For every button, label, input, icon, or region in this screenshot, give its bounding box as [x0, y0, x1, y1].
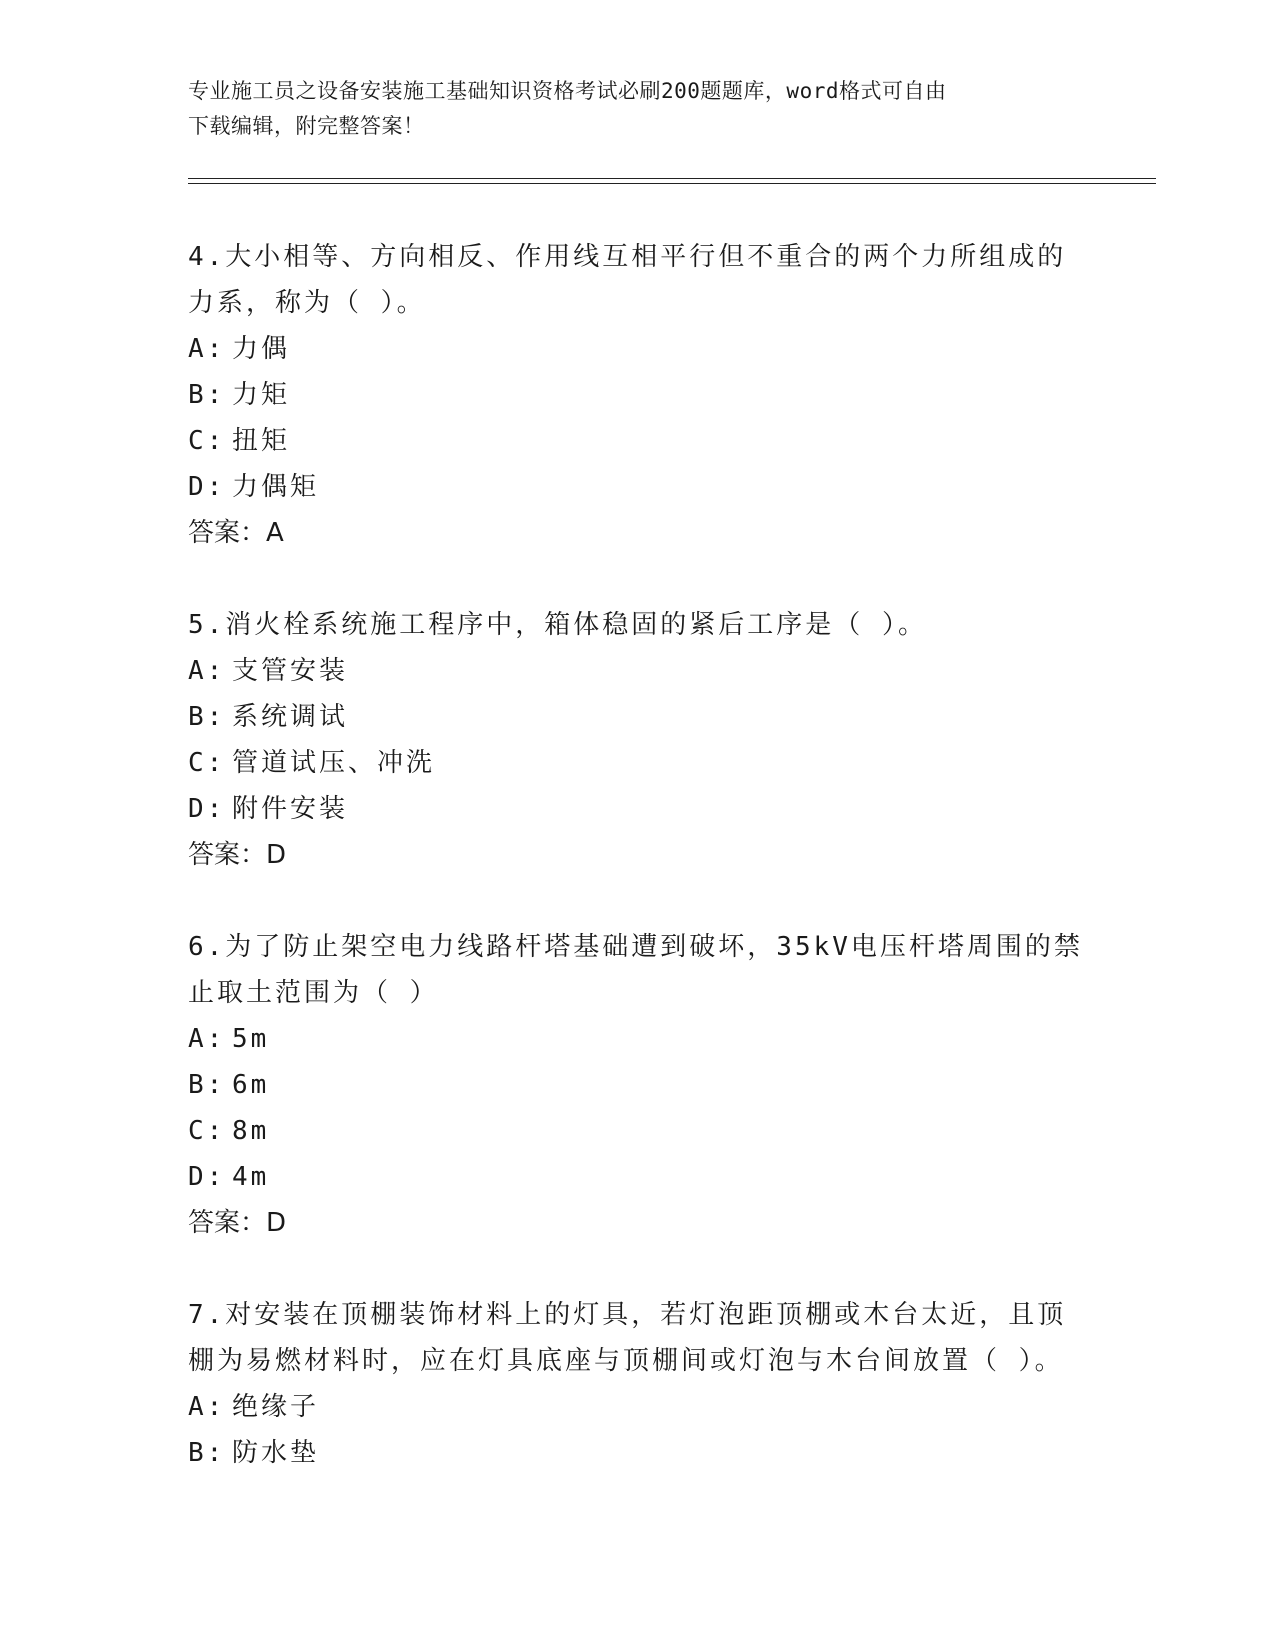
option-key: C:: [188, 1116, 226, 1146]
option-key: D:: [188, 472, 226, 502]
option-key: A:: [188, 1024, 226, 1054]
option-text: 8m: [232, 1116, 270, 1146]
document-header: [188, 74, 1068, 144]
header-divider-bottom: [188, 183, 1156, 184]
option-key: D:: [188, 1162, 226, 1192]
option-b: [188, 694, 1088, 740]
option-key: D:: [188, 794, 226, 824]
option-text: 支管安装: [232, 656, 349, 686]
question-item: [188, 924, 1088, 1246]
option-key: B:: [188, 1070, 226, 1100]
option-key: B:: [188, 702, 226, 732]
option-c: [188, 1108, 1088, 1154]
option-a: [188, 1384, 1088, 1430]
option-key: A:: [188, 1392, 226, 1422]
option-c: [188, 740, 1088, 786]
option-d: [188, 1154, 1088, 1200]
header-divider-top: [188, 178, 1156, 179]
answer-line: 答案：D: [188, 1208, 287, 1238]
option-key: C:: [188, 426, 226, 456]
answer-line: 答案：A: [188, 518, 284, 548]
option-c: [188, 418, 1088, 464]
option-a: [188, 1016, 1088, 1062]
header-line-2: 下载编辑，附完整答案！: [188, 114, 425, 138]
question-stem: 6.为了防止架空电力线路杆塔基础遭到破坏，35kV电压杆塔周围的禁: [188, 932, 1083, 962]
option-text: 4m: [232, 1162, 270, 1192]
question-item: [188, 234, 1088, 556]
option-b: [188, 1062, 1088, 1108]
option-key: B:: [188, 380, 226, 410]
option-key: B:: [188, 1438, 226, 1468]
option-text: 力偶矩: [232, 472, 320, 502]
option-d: [188, 464, 1088, 510]
question-item: [188, 602, 1088, 878]
header-line-1: 专业施工员之设备安装施工基础知识资格考试必刷200题题库，word格式可自由: [188, 79, 947, 103]
option-text: 力矩: [232, 380, 291, 410]
option-a: [188, 326, 1088, 372]
option-key: C:: [188, 748, 226, 778]
option-a: [188, 648, 1088, 694]
option-text: 6m: [232, 1070, 270, 1100]
option-text: 防水垫: [232, 1438, 320, 1468]
question-stem: 7.对安装在顶棚装饰材料上的灯具，若灯泡距顶棚或木台太近，且顶: [188, 1300, 1067, 1330]
option-b: [188, 1430, 1088, 1476]
option-text: 5m: [232, 1024, 270, 1054]
option-d: [188, 786, 1088, 832]
option-text: 力偶: [232, 334, 291, 364]
option-text: 管道试压、冲洗: [232, 748, 436, 778]
option-key: A:: [188, 334, 226, 364]
answer-line: 答案：D: [188, 840, 287, 870]
option-key: A:: [188, 656, 226, 686]
question-stem: 4.大小相等、方向相反、作用线互相平行但不重合的两个力所组成的: [188, 242, 1067, 272]
option-b: [188, 372, 1088, 418]
question-item: [188, 1292, 1088, 1476]
question-list: [188, 234, 1088, 1522]
option-text: 系统调试: [232, 702, 349, 732]
option-text: 扭矩: [232, 426, 291, 456]
question-stem-continued: 止取土范围为（ ）: [188, 978, 439, 1008]
question-stem-continued: 力系，称为（ ）。: [188, 288, 426, 318]
option-text: 绝缘子: [232, 1392, 320, 1422]
question-stem: 5.消火栓系统施工程序中，箱体稳固的紧后工序是（ ）。: [188, 610, 927, 640]
option-text: 附件安装: [232, 794, 349, 824]
question-stem-continued: 棚为易燃材料时，应在灯具底座与顶棚间或灯泡与木台间放置（ ）。: [188, 1346, 1064, 1376]
